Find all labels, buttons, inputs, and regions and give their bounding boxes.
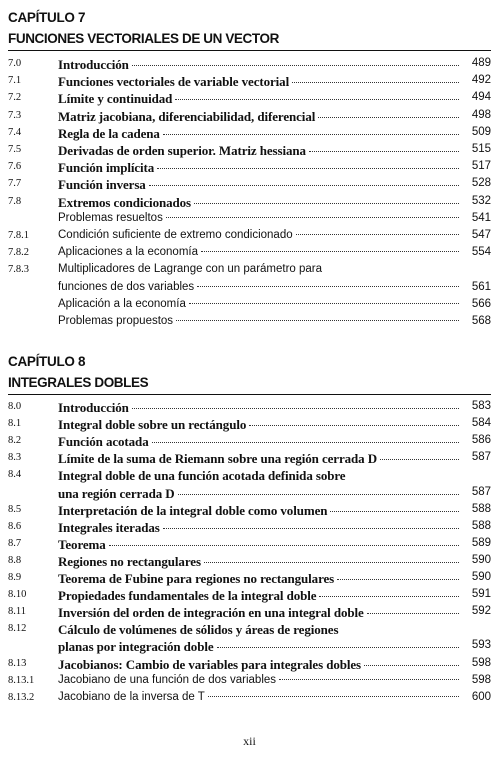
dot-leader bbox=[109, 545, 459, 546]
toc-entry-page: 528 bbox=[471, 177, 491, 190]
dot-leader bbox=[176, 320, 459, 321]
toc-entry-number: 8.8 bbox=[8, 554, 22, 566]
toc-entry-title: Integral doble sobre un rectángulo bbox=[58, 417, 247, 433]
toc-entry bbox=[8, 160, 491, 177]
toc-entry-title-wrap bbox=[58, 281, 459, 293]
toc-entry-page: 586 bbox=[471, 434, 491, 447]
toc-entry-page: 600 bbox=[471, 690, 491, 703]
toc-entry-number: 7.8.3 bbox=[8, 264, 29, 276]
dot-leader bbox=[249, 425, 459, 426]
toc-entry-number: 8.10 bbox=[8, 589, 27, 601]
toc-entry-page: 598 bbox=[471, 673, 491, 686]
toc-entry-number: 8.6 bbox=[8, 520, 22, 532]
toc-entry bbox=[8, 212, 491, 229]
toc-entry-title: Límite de la suma de Riemann sobre una región cerrada D bbox=[58, 451, 378, 467]
dot-leader bbox=[175, 99, 459, 100]
toc-entry bbox=[8, 588, 491, 605]
toc-entry-title: Función acotada bbox=[58, 434, 149, 450]
dot-leader bbox=[163, 134, 459, 135]
dot-leader bbox=[296, 234, 459, 235]
toc-entry-title: Extremos condicionados bbox=[58, 194, 191, 210]
toc-entry bbox=[8, 229, 491, 246]
toc-entry-number: 8.12 bbox=[8, 623, 27, 635]
toc-entry-title: Regla de la cadena bbox=[58, 125, 160, 141]
toc-entry-number: 8.9 bbox=[8, 572, 22, 583]
toc-entry-page: 492 bbox=[471, 74, 491, 87]
toc-entry-title-wrap bbox=[58, 229, 459, 241]
toc-entry bbox=[8, 417, 491, 434]
toc-entry-title-wrap bbox=[58, 417, 459, 433]
page-number: xii bbox=[243, 734, 256, 748]
toc-entry bbox=[8, 400, 491, 417]
toc-entry-page: 489 bbox=[471, 57, 491, 69]
toc-entry bbox=[8, 605, 491, 622]
toc-entry bbox=[8, 451, 491, 468]
toc-entry-title-wrap bbox=[58, 434, 459, 450]
toc-entry-title: Problemas resueltos bbox=[58, 211, 163, 224]
chapter-7-rule bbox=[8, 50, 491, 51]
toc-entry-number: 7.7 bbox=[8, 178, 22, 190]
toc-entry-number: 8.2 bbox=[8, 435, 22, 447]
dot-leader bbox=[163, 528, 459, 529]
toc-entry bbox=[8, 674, 491, 691]
toc-entry bbox=[8, 91, 491, 108]
toc-entry-title-wrap bbox=[58, 503, 459, 519]
toc-entry-title: Límite y continuidad bbox=[58, 91, 173, 107]
toc-entry-title-wrap bbox=[58, 246, 459, 258]
chapter-8-title: INTEGRALES DOBLES bbox=[8, 375, 149, 390]
toc-entry-number: 7.4 bbox=[8, 126, 22, 138]
dot-leader bbox=[189, 303, 459, 304]
toc-entry-page: 588 bbox=[471, 502, 491, 515]
toc-entry-title: Cálculo de volúmenes de sólidos y áreas de regiones bbox=[58, 622, 339, 638]
toc-entry-number: 7.8.1 bbox=[8, 230, 29, 241]
toc-entry bbox=[8, 281, 491, 298]
toc-entry-number: 8.4 bbox=[8, 469, 22, 481]
toc-entry-page: 598 bbox=[471, 656, 491, 669]
toc-entry-page: 566 bbox=[471, 297, 491, 310]
toc-entry-number: 7.2 bbox=[8, 92, 22, 104]
dot-leader bbox=[309, 151, 459, 152]
toc-entry bbox=[8, 315, 491, 332]
toc-entry-title-wrap bbox=[58, 554, 459, 570]
toc-entry-title: Introducción bbox=[58, 400, 129, 415]
toc-entry bbox=[8, 554, 491, 571]
toc-entry-title: Introducción bbox=[58, 57, 129, 72]
toc-entry bbox=[8, 691, 491, 708]
toc-entry-title-wrap bbox=[58, 160, 459, 176]
toc-entry-page: 590 bbox=[471, 553, 491, 566]
toc-entry-page: 515 bbox=[471, 143, 491, 155]
toc-entry bbox=[8, 537, 491, 554]
toc-entry-title-wrap bbox=[58, 91, 459, 107]
toc-entry bbox=[8, 639, 491, 656]
toc-entry-page: 498 bbox=[471, 108, 491, 121]
toc-entry bbox=[8, 57, 491, 74]
toc-entry-title: Función implícita bbox=[58, 160, 155, 176]
toc-entry bbox=[8, 109, 491, 126]
toc-entry bbox=[8, 246, 491, 263]
toc-entry-number: 8.13.2 bbox=[8, 691, 35, 703]
toc-entry bbox=[8, 571, 491, 588]
toc-entry-page: 587 bbox=[471, 485, 491, 498]
toc-entry-title-wrap bbox=[58, 315, 459, 327]
toc-entry-page: 583 bbox=[471, 400, 491, 412]
toc-entry-title: Propiedades fundamentales de la integral doble bbox=[58, 588, 317, 604]
toc-entry-page: 517 bbox=[471, 160, 491, 173]
toc-entry bbox=[8, 177, 491, 194]
toc-entry bbox=[8, 143, 491, 160]
dot-leader bbox=[149, 185, 459, 186]
toc-entry-title-wrap bbox=[58, 177, 459, 193]
toc-entry-number: 8.3 bbox=[8, 452, 22, 464]
toc-entry-page: 561 bbox=[471, 280, 491, 293]
toc-entry-title-wrap bbox=[58, 212, 459, 224]
dot-leader bbox=[217, 647, 459, 648]
toc-entry-number: 8.13 bbox=[8, 657, 27, 669]
toc-entry-title: Integral doble de una función acotada definida sobre bbox=[58, 468, 346, 484]
toc-entry-title-wrap bbox=[58, 400, 459, 416]
toc-entry-title: Inversión del orden de integración en una integral doble bbox=[58, 605, 364, 621]
toc-entry-title: Problemas propuestos bbox=[58, 315, 174, 327]
dot-leader bbox=[208, 696, 459, 697]
toc-entry bbox=[8, 503, 491, 520]
dot-leader bbox=[367, 613, 459, 614]
toc-entry-title: Jacobiano de una función de dos variables bbox=[58, 673, 277, 686]
toc-entry-title-wrap bbox=[58, 537, 459, 553]
toc-entry bbox=[8, 126, 491, 143]
dot-leader bbox=[166, 217, 459, 218]
toc-entry-title-wrap bbox=[58, 74, 459, 90]
toc-entry-title-wrap bbox=[58, 605, 459, 621]
toc-entry-title: Aplicaciones a la economía bbox=[58, 246, 198, 259]
toc-entry-page: 589 bbox=[471, 536, 491, 549]
toc-entry-page: 590 bbox=[471, 571, 491, 583]
toc-entry-page: 541 bbox=[471, 211, 491, 224]
dot-leader bbox=[330, 511, 459, 512]
toc-entry-title-wrap bbox=[58, 451, 459, 467]
toc-entry bbox=[8, 486, 491, 503]
toc-entry-title-wrap bbox=[58, 195, 459, 211]
toc-entry-page: 593 bbox=[471, 639, 491, 652]
toc-entry-title-wrap bbox=[58, 622, 459, 638]
toc-entry-title-wrap bbox=[58, 486, 459, 502]
toc-entry-number: 8.11 bbox=[8, 606, 26, 618]
toc-entry-number: 7.1 bbox=[8, 75, 22, 87]
toc-entry-title: Integrales iteradas bbox=[58, 519, 160, 535]
dot-leader bbox=[204, 562, 459, 563]
toc-entry-title-wrap bbox=[58, 298, 459, 310]
toc-entry bbox=[8, 74, 491, 91]
toc-entry-number: 7.0 bbox=[8, 58, 22, 69]
toc-entry-page: 584 bbox=[471, 417, 491, 430]
toc-entry-number: 8.5 bbox=[8, 503, 22, 515]
toc-entry-number: 7.8 bbox=[8, 195, 22, 207]
toc-entry-page: 532 bbox=[471, 194, 491, 207]
toc-entry-title: Teorema bbox=[58, 536, 106, 552]
dot-leader bbox=[380, 459, 459, 460]
toc-entry-page: 554 bbox=[471, 246, 491, 259]
toc-entry-title: Jacobianos: Cambio de variables para integrales dobles bbox=[58, 656, 361, 672]
toc-entry-title: Aplicación a la economía bbox=[58, 297, 186, 310]
dot-leader bbox=[178, 494, 459, 495]
toc-entry-title: funciones de dos variables bbox=[58, 280, 195, 293]
toc-entry-title: Jacobiano de la inversa de T bbox=[58, 690, 205, 703]
toc-entry-title-wrap bbox=[58, 639, 459, 655]
toc-entry-title-wrap bbox=[58, 588, 459, 604]
toc-entry-number: 7.3 bbox=[8, 109, 22, 121]
toc-entry-number: 8.13.1 bbox=[8, 674, 35, 686]
chapter-7-label: CAPÍTULO 7 bbox=[8, 10, 86, 25]
toc-entry-title-wrap bbox=[58, 520, 459, 536]
toc-entry-page: 568 bbox=[471, 315, 491, 327]
toc-entry-title-wrap bbox=[58, 468, 459, 484]
dot-leader bbox=[194, 203, 459, 204]
toc-entry bbox=[8, 263, 491, 280]
toc-entry-title: Funciones vectoriales de variable vectorial bbox=[58, 74, 290, 90]
dot-leader bbox=[132, 408, 459, 409]
toc-entry-title: Función inversa bbox=[58, 177, 146, 193]
toc-entry-title-wrap bbox=[58, 57, 459, 73]
toc-entry-title: Derivadas de orden superior. Matriz hessiana bbox=[58, 143, 306, 158]
toc-entry-title-wrap bbox=[58, 674, 459, 686]
dot-leader bbox=[157, 168, 459, 169]
dot-leader bbox=[279, 679, 459, 680]
chapter-8-rule bbox=[8, 394, 491, 395]
toc-entry bbox=[8, 298, 491, 315]
toc-entry-title-wrap bbox=[58, 143, 459, 159]
toc-entry bbox=[8, 195, 491, 212]
toc-entry-title-wrap bbox=[58, 571, 459, 587]
toc-entry-page: 591 bbox=[471, 588, 491, 601]
toc-entry-title: Matriz jacobiana, diferenciabilidad, diferencial bbox=[58, 108, 316, 124]
dot-leader bbox=[201, 251, 459, 252]
toc-entry-title: planas por integración doble bbox=[58, 639, 214, 655]
toc-entry bbox=[8, 468, 491, 485]
toc-entry-title-wrap bbox=[58, 657, 459, 673]
toc-entry bbox=[8, 520, 491, 537]
toc-entry-number: 8.0 bbox=[8, 401, 22, 412]
dot-leader bbox=[152, 442, 459, 443]
toc-entry-title: Regiones no rectangulares bbox=[58, 553, 201, 569]
toc-entry-page: 509 bbox=[471, 125, 491, 138]
toc-entry-title-wrap bbox=[58, 126, 459, 142]
dot-leader bbox=[292, 82, 459, 83]
toc-entry-title: una región cerrada D bbox=[58, 485, 175, 501]
toc-entry-number: 8.7 bbox=[8, 537, 22, 549]
toc-entry-page: 592 bbox=[471, 605, 491, 618]
toc-entry-title-wrap bbox=[58, 263, 459, 275]
toc-entry-title: Multiplicadores de Lagrange con un parámetro para bbox=[58, 263, 323, 276]
dot-leader bbox=[197, 286, 459, 287]
chapter-8-label: CAPÍTULO 8 bbox=[8, 354, 86, 369]
toc-entry-title-wrap bbox=[58, 691, 459, 703]
dot-leader bbox=[318, 117, 459, 118]
toc-entry-page: 494 bbox=[471, 91, 491, 104]
toc-entry bbox=[8, 657, 491, 674]
dot-leader bbox=[132, 65, 459, 66]
toc-entry-page: 587 bbox=[471, 451, 491, 464]
toc-entry-title: Teorema de Fubine para regiones no rectangulares bbox=[58, 571, 335, 586]
toc-entry-title-wrap bbox=[58, 109, 459, 125]
toc-entry-number: 7.6 bbox=[8, 161, 22, 173]
toc-entry bbox=[8, 434, 491, 451]
toc-entry-number: 7.8.2 bbox=[8, 247, 29, 259]
dot-leader bbox=[337, 579, 459, 580]
toc-entry-number: 8.1 bbox=[8, 418, 22, 430]
toc-entry bbox=[8, 622, 491, 639]
dot-leader bbox=[364, 665, 459, 666]
toc-entry-title: Condición suficiente de extremo condicionado bbox=[58, 229, 293, 241]
toc-entry-number: 7.5 bbox=[8, 144, 22, 155]
chapter-7-title: FUNCIONES VECTORIALES DE UN VECTOR bbox=[8, 31, 279, 46]
toc-entry-page: 547 bbox=[471, 229, 491, 241]
toc-entry-page: 588 bbox=[471, 519, 491, 532]
toc-entry-title: Interpretación de la integral doble como volumen bbox=[58, 502, 328, 518]
dot-leader bbox=[319, 596, 459, 597]
